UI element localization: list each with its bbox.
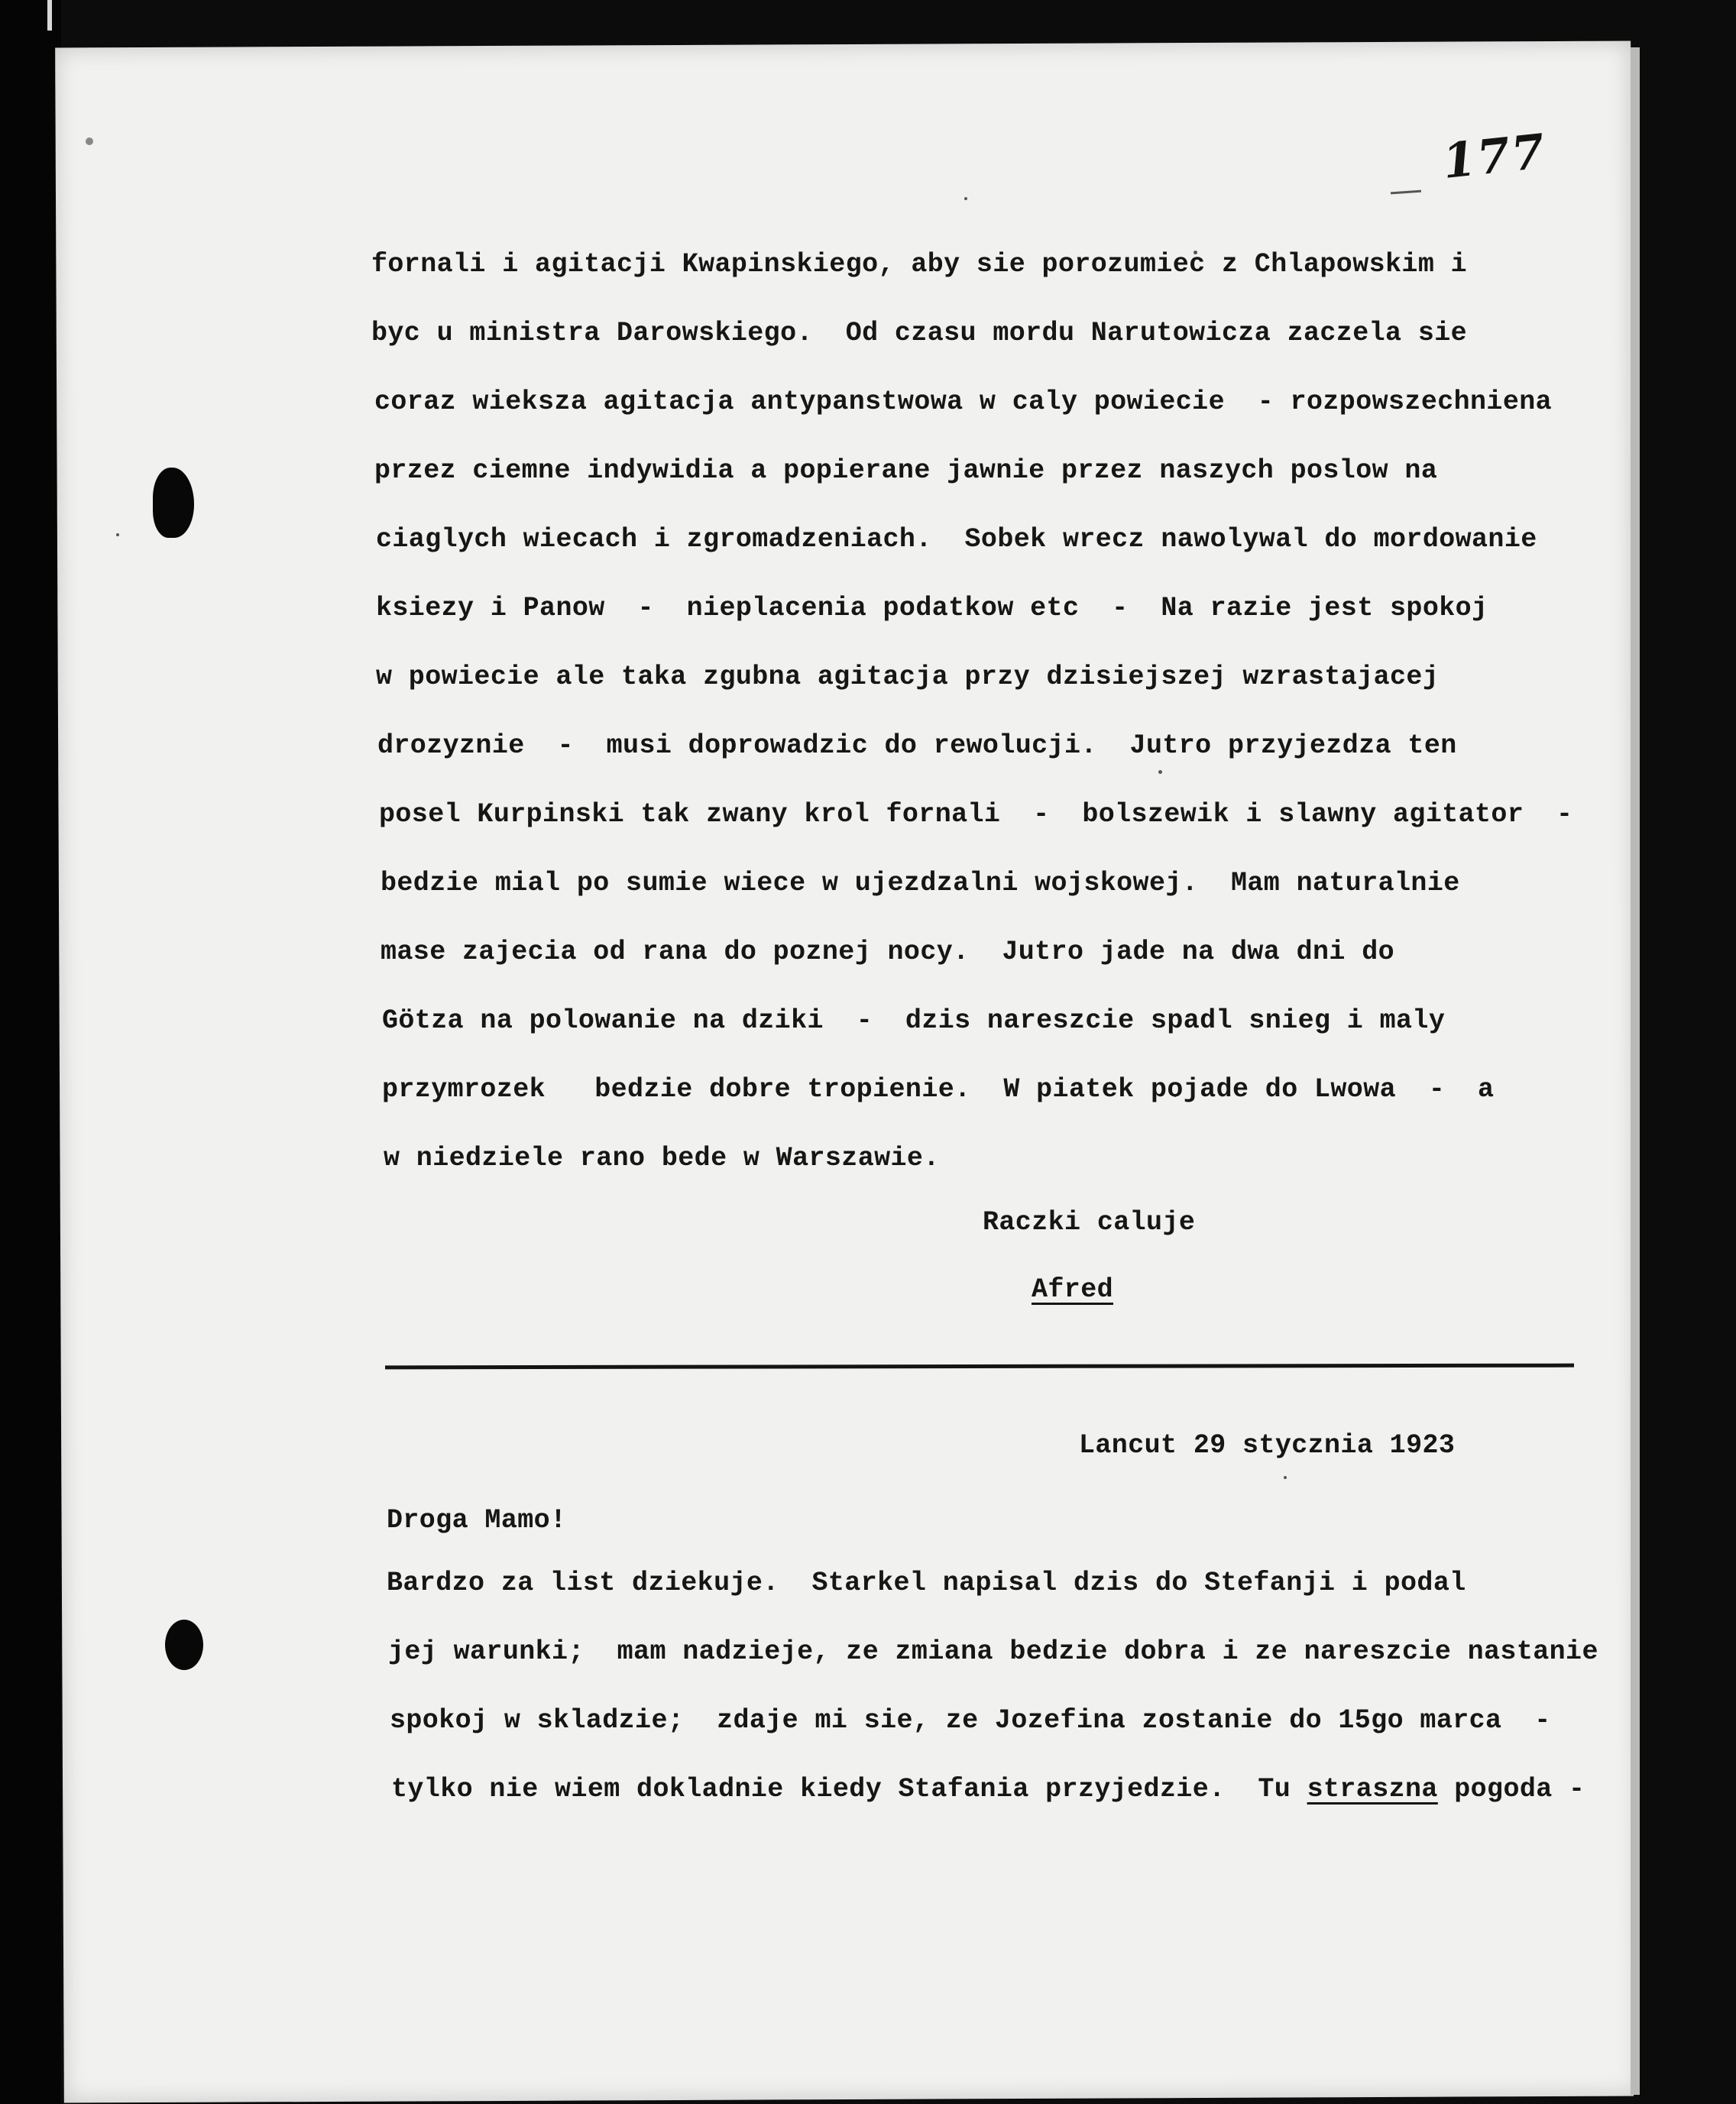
body-line: spokoj w skladzie; zdaje mi sie, ze Jozefina zostanie do 15go marca - — [390, 1705, 1551, 1736]
speck — [964, 197, 967, 200]
body-line: bedzie mial po sumie wiece w ujezdzalni wojskowej. Mam naturalnie — [381, 868, 1460, 898]
speck — [116, 533, 119, 536]
closing: Raczki caluje — [983, 1207, 1196, 1238]
body-line-text: tylko nie wiem dokladnie kiedy Stafania przyjedzie. Tu — [391, 1774, 1307, 1805]
body-line: drozyznie - musi doprowadzic do rewolucji. Jutro przyjezdza ten — [377, 730, 1457, 761]
body-line: ksiezy i Panow - nieplacenia podatkow etc - Na razie jest spokoj — [376, 593, 1488, 623]
underlined-word: straszna — [1307, 1774, 1438, 1805]
place-date: Lancut 29 stycznia 1923 — [1079, 1430, 1456, 1461]
body-line: fornali i agitacji Kwapinskiego, aby sie porozumiec z Chlapowskim i — [371, 249, 1468, 280]
body-line — [391, 1774, 1585, 1805]
punch-hole — [165, 1620, 203, 1670]
body-line: przez ciemne indywidia a popierane jawnie przez naszych poslow na — [374, 455, 1438, 486]
speck — [1158, 770, 1162, 774]
body-line: Bardzo za list dziekuje. Starkel napisal dzis do Stefanji i podal — [387, 1568, 1466, 1598]
punch-hole — [153, 468, 194, 538]
body-line-text: pogoda - — [1437, 1774, 1585, 1805]
body-line: posel Kurpinski tak zwany krol fornali - bolszewik i slawny agitator - — [379, 799, 1573, 830]
speck — [86, 138, 93, 145]
speck — [1284, 1476, 1287, 1479]
body-line: coraz wieksza agitacja antypanstwowa w caly powiecie - rozpowszechniena — [374, 387, 1553, 417]
salutation: Droga Mamo! — [387, 1505, 567, 1536]
film-edge — [0, 0, 61, 2104]
body-line: byc u ministra Darowskiego. Od czasu mordu Narutowicza zaczela sie — [371, 318, 1468, 348]
body-line: Götza na polowanie na dziki - dzis nareszcie spadl snieg i maly — [382, 1005, 1446, 1036]
body-line: w powiecie ale taka zgubna agitacja przy dzisiejszej wzrastajacej — [376, 662, 1440, 692]
page-shadow — [1634, 31, 1736, 2104]
page-edge — [1631, 47, 1640, 2095]
folio-number: 177 — [1440, 123, 1549, 189]
body-line: jej warunki; mam nadzieje, ze zmiana bedzie dobra i ze nareszcie nastanie — [388, 1636, 1598, 1667]
signature: Afred — [1032, 1274, 1114, 1305]
body-line: w niedziele rano bede w Warszawie. — [384, 1143, 940, 1173]
film-edge-mark — [47, 0, 52, 31]
body-line: ciaglych wiecach i zgromadzeniach. Sobek wrecz nawolywal do mordowanie — [376, 524, 1537, 555]
body-line: mase zajecia od rana do poznej nocy. Jutro jade na dwa dni do — [381, 937, 1395, 967]
body-line: przymrozek bedzie dobre tropienie. W piatek pojade do Lwowa - a — [382, 1074, 1495, 1105]
